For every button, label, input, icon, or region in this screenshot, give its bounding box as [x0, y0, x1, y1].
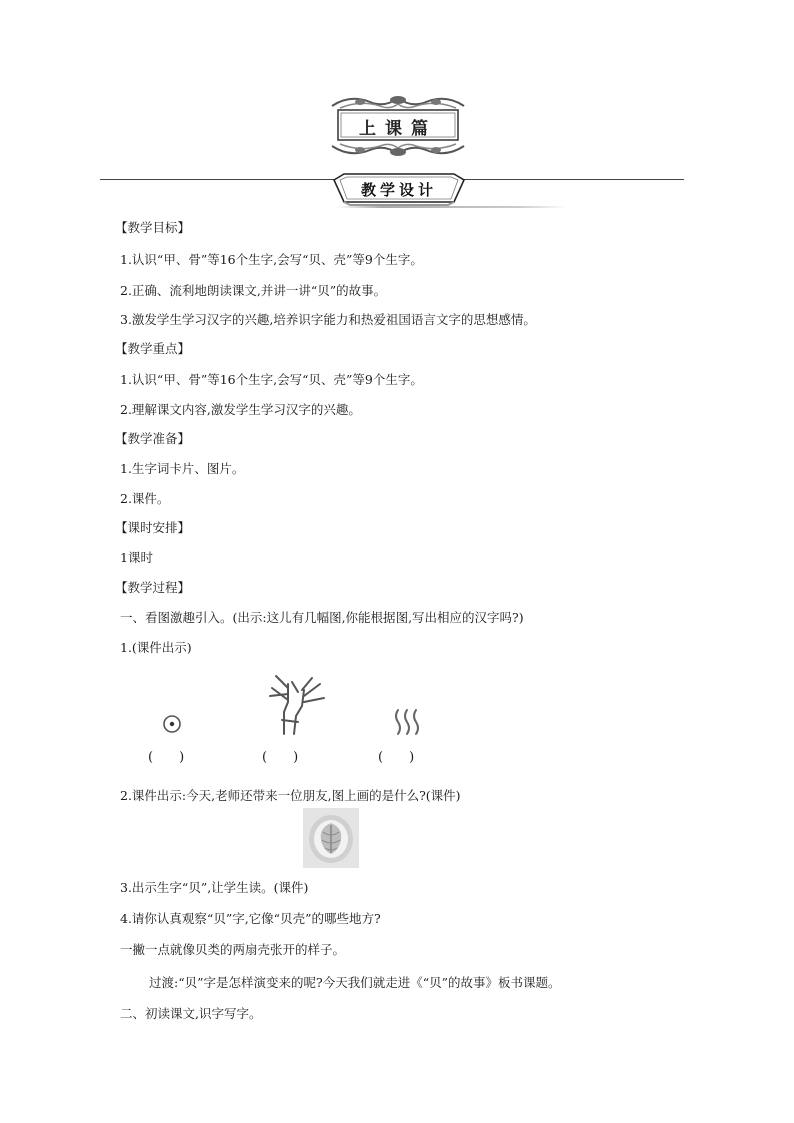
- heading-preparation: 【教学准备】: [115, 431, 191, 446]
- heading-teaching-goals: 【教学目标】: [115, 220, 191, 235]
- goal-line-2: 2.正确、流利地朗读课文,并讲一讲“贝”的故事。: [120, 283, 387, 298]
- preparation-line-1: 1.生字词卡片、图片。: [120, 461, 245, 476]
- process-step-1: 一、看图激趣引入。(出示:这儿有几幅图,你能根据图,写出相应的汉字吗?): [120, 610, 524, 625]
- process-step-4: 4.请你认真观察“贝”字,它像“贝壳”的哪些地方?: [120, 911, 381, 926]
- answer-blank-2[interactable]: ( ): [262, 750, 299, 765]
- water-pictograph-icon: [392, 706, 422, 738]
- schedule-line: 1课时: [120, 550, 153, 565]
- goal-line-1: 1.认识“甲、骨”等16个生字,会写“贝、壳”等9个生字。: [120, 252, 423, 267]
- heading-key-points: 【教学重点】: [115, 341, 191, 356]
- sun-pictograph-icon: [160, 712, 184, 736]
- key-point-line-2: 2.理解课文内容,激发学生学习汉字的兴趣。: [120, 402, 361, 417]
- shell-photo-icon: [303, 808, 359, 868]
- section-title: 教学设计: [360, 181, 437, 199]
- transition-line: 过渡:“贝”字是怎样演变来的呢?今天我们就走进《“贝”的故事》板书课题。: [149, 975, 561, 990]
- heading-process: 【教学过程】: [115, 580, 191, 595]
- goal-line-3: 3.激发学生学习汉字的兴趣,培养识字能力和热爱祖国语言文字的思想感情。: [120, 312, 536, 327]
- section-banner: [330, 172, 468, 206]
- process-step-2: 2.课件出示:今天,老师还带来一位朋友,图上画的是什么?(课件): [120, 788, 461, 803]
- process-step-1-sub: 1.(课件出示): [120, 640, 192, 655]
- bamboo-pictograph-icon: [262, 672, 328, 736]
- process-step-4-answer: 一撇一点就像贝类的两扇壳张开的样子。: [120, 942, 346, 957]
- process-step-3: 3.出示生字“贝”,让学生读。(课件): [120, 880, 309, 895]
- process-step-two-heading: 二、初读课文,识字写字。: [120, 1006, 262, 1021]
- answer-blank-1[interactable]: ( ): [148, 750, 185, 765]
- section-rule-shadow: [336, 206, 566, 208]
- heading-schedule: 【课时安排】: [115, 520, 191, 535]
- preparation-line-2: 2.课件。: [120, 491, 170, 506]
- lesson-plaque: [330, 92, 466, 160]
- answer-blank-3[interactable]: ( ): [378, 750, 415, 765]
- plaque-title: 上课篇: [359, 119, 437, 139]
- key-point-line-1: 1.认识“甲、骨”等16个生字,会写“贝、壳”等9个生字。: [120, 372, 423, 387]
